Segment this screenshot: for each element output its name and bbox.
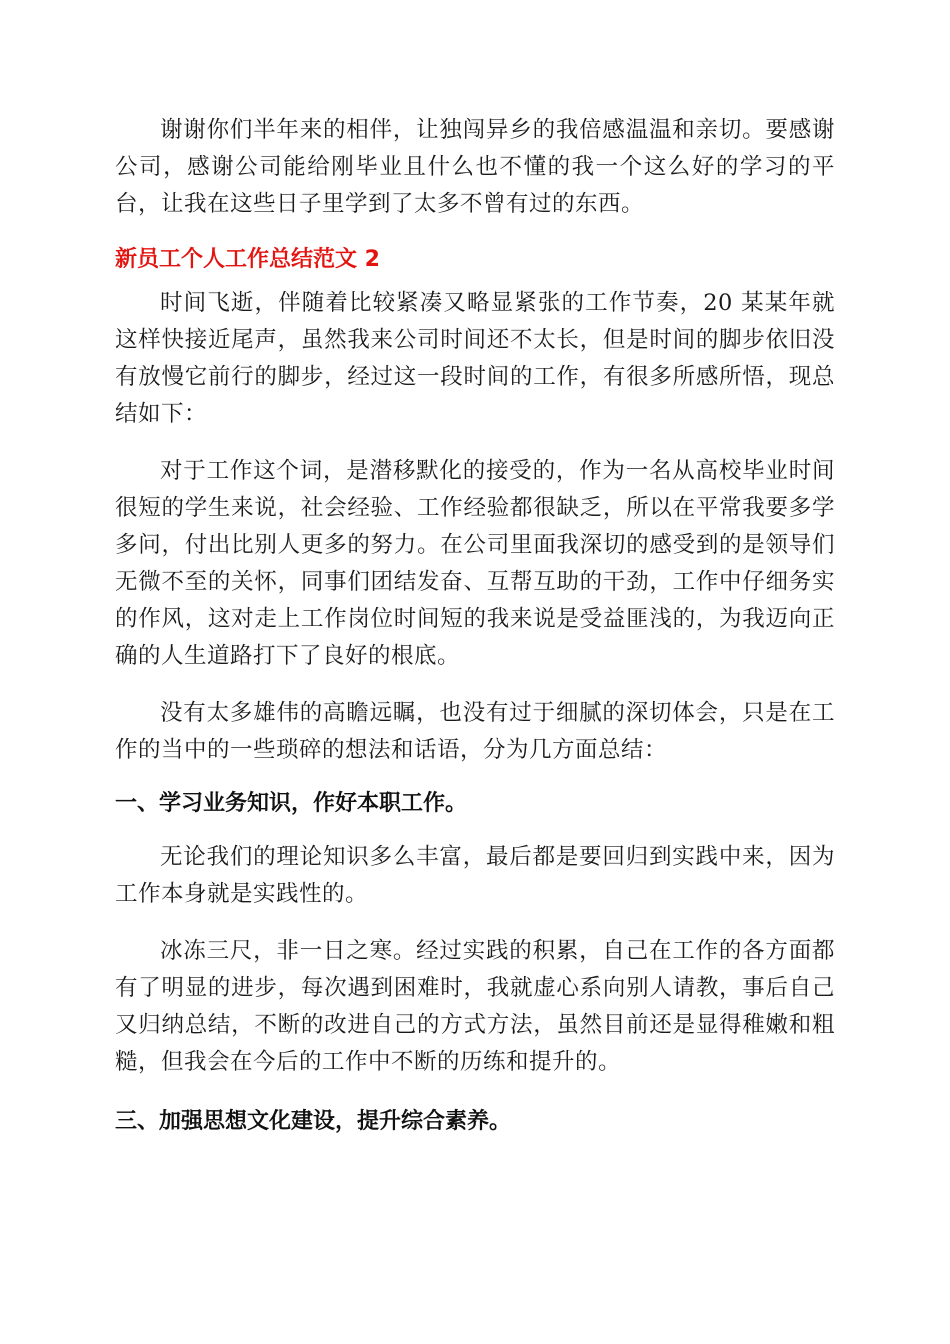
paragraph-theory: 无论我们的理论知识多么丰富，最后都是要回归到实践中来，因为工作本身就是实践性的。 bbox=[115, 844, 835, 907]
heading-culture: 三、加强思想文化建设，提升综合素养。 bbox=[115, 1109, 512, 1134]
document-body bbox=[115, 112, 835, 1139]
paragraph-work: 对于工作这个词，是潜移默化的接受的，作为一名从高校毕业时间很短的学生来说，社会经验、工作经验都很缺乏，所以在平常我要多学多问，付出比别人更多的努力。在公司里面我深切的感受到的是领导们无微不至的关怀，同事们团结发奋、互帮互助的干劲，工作中仔细务实的作风，这对走上工作岗位时间短的我来说是受益匪浅的，为我迈向正确的人生道路打下了良好的根底。 bbox=[115, 458, 835, 669]
section-title: 新员工个人工作总结范文 2 bbox=[115, 247, 380, 272]
paragraph-time: 时间飞逝，伴随着比较紧凑又略显紧张的工作节奏，20 某某年就这样快接近尾声，虽然我来公司时间还不太长，但是时间的脚步依旧没有放慢它前行的脚步，经过这一段时间的工作，有很多所感所悟，现总结如下： bbox=[115, 290, 835, 427]
heading-study-knowledge: 一、学习业务知识，作好本职工作。 bbox=[115, 791, 468, 816]
paragraph-intro: 谢谢你们半年来的相伴，让独闯异乡的我倍感温温和亲切。要感谢公司，感谢公司能给刚毕业且什么也不懂的我一个这么好的学习的平台，让我在这些日子里学到了太多不曾有过的东西。 bbox=[115, 117, 835, 217]
paragraph-summary: 没有太多雄伟的高瞻远瞩，也没有过于细腻的深切体会，只是在工作的当中的一些琐碎的想法和话语，分为几方面总结： bbox=[115, 700, 835, 763]
paragraph-practice: 冰冻三尺，非一日之寒。经过实践的积累，自己在工作的各方面都有了明显的进步，每次遇到困难时，我就虚心系向别人请教，事后自己又归纳总结，不断的改进自己的方式方法，虽然目前还是显得稚嫩和粗糙，但我会在今后的工作中不断的历练和提升的。 bbox=[115, 938, 835, 1075]
